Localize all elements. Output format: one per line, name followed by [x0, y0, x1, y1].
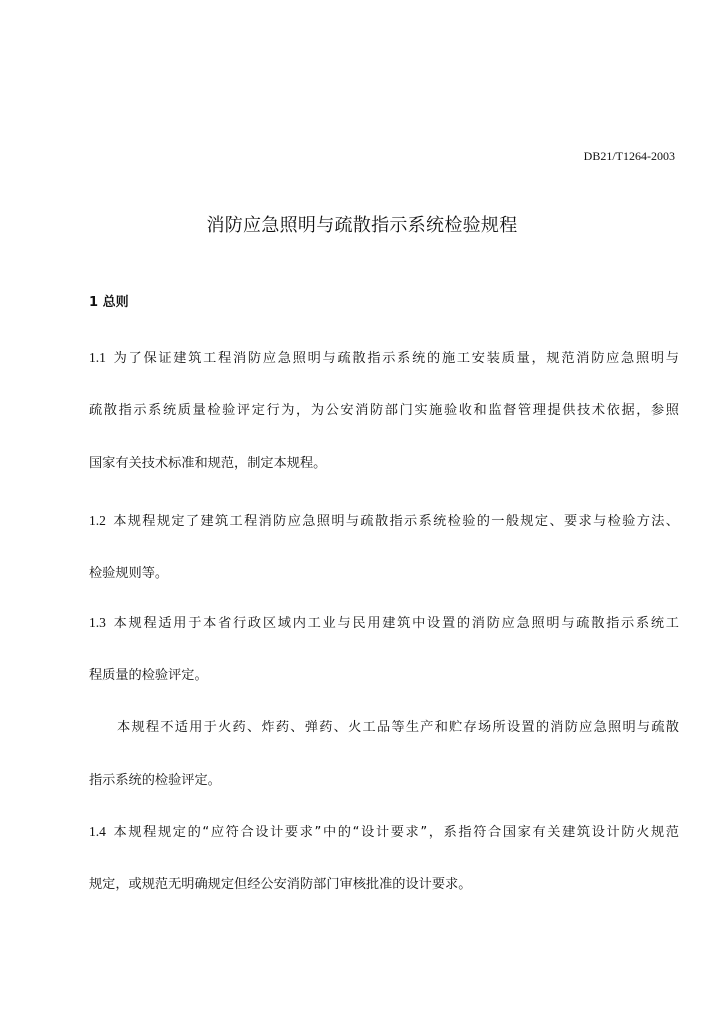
paragraph-line: 规定，或规范无明确规定但经公安消防部门审核批准的设计要求。 [89, 877, 472, 892]
paragraph-line: 国家有关技术标准和规范，制定本规程。 [89, 456, 327, 471]
clause-number: 1.3 [89, 615, 106, 630]
paragraph-1-4 [89, 805, 679, 911]
section-heading: 1 总则 [89, 295, 129, 310]
paragraph-line: 检验规则等。 [89, 566, 169, 581]
clause-number: 1.4 [89, 824, 106, 839]
paragraph-1-2 [89, 494, 679, 600]
line-text: 本规程适用于本省行政区域内工业与民用建筑中设置的消防应急照明与疏散指示系统工 [111, 616, 679, 631]
paragraph-exclusion [89, 701, 679, 807]
paragraph-line: 指示系统的检验评定。 [89, 773, 221, 788]
paragraph-1-1 [89, 331, 679, 490]
document-code: DB21/T1264-2003 [583, 149, 675, 163]
paragraph-line: 疏散指示系统质量检验评定行为，为公安消防部门实施验收和监督管理提供技术依据，参照 [89, 403, 679, 418]
document-title: 消防应急照明与疏散指示系统检验规程 [206, 215, 518, 236]
paragraph-line: 本规程不适用于火药、炸药、弹药、火工品等生产和贮存场所设置的消防应急照明与疏散 [117, 720, 679, 735]
paragraph-line [89, 331, 679, 384]
clause-number: 1.2 [89, 513, 106, 528]
paragraph-1-3 [89, 596, 679, 702]
paragraph-line [89, 596, 679, 649]
clause-number: 1.1 [89, 350, 106, 365]
paragraph-line [89, 494, 679, 547]
paragraph-line [89, 805, 679, 858]
line-text: 为了保证建筑工程消防应急照明与疏散指示系统的施工安装质量，规范消防应急照明与 [111, 351, 679, 366]
line-text: 本规程规定的“应符合设计要求”中的“设计要求”，系指符合国家有关建筑设计防火规范 [111, 825, 679, 840]
paragraph-line: 程质量的检验评定。 [89, 668, 208, 683]
line-text: 本规程规定了建筑工程消防应急照明与疏散指示系统检验的一般规定、要求与检验方法、 [111, 514, 679, 529]
